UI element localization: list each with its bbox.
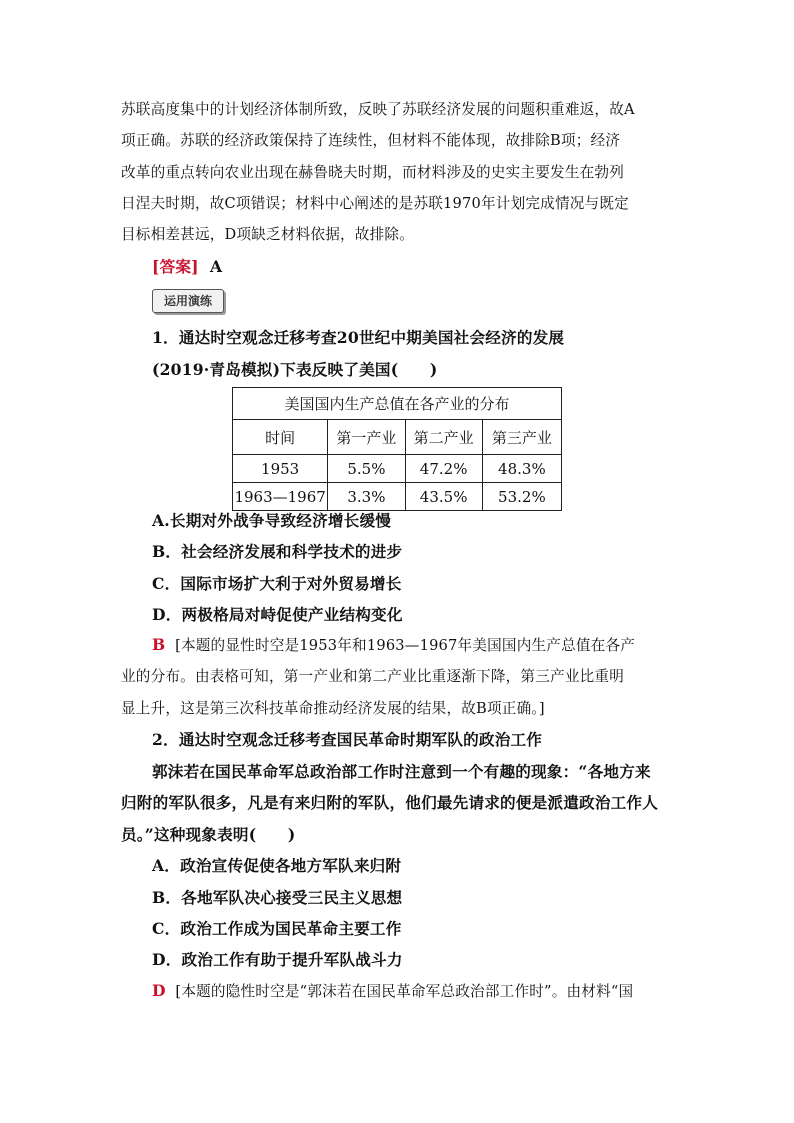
q2-stem-line: 归附的军队很多，凡是有来归附的军队，他们最先请求的便是派遣政治工作人 (121, 793, 658, 812)
q1-option: A.长期对外战争导致经济增长缓慢 (152, 511, 392, 530)
table-cell: 53.2% (482, 483, 561, 511)
q2-stem-line: 郭沫若在国民革命军总政治部工作时注意到一个有趣的现象：“各地方来 (152, 762, 651, 781)
q1-option: C．国际市场扩大利于对外贸易增长 (152, 574, 402, 593)
table-header-cell: 时间 (233, 420, 328, 455)
q1-option: B．社会经济发展和科学技术的进步 (152, 542, 403, 561)
explanation-line: 苏联高度集中的计划经济体制所致，反映了苏联经济发展的问题积重难返，故A (121, 101, 635, 118)
q2-title: 2．通达时空观念迁移考查国民革命时期军队的政治工作 (152, 730, 543, 749)
answer-value: A (210, 257, 223, 276)
table-caption: 美国国内生产总值在各产业的分布 (233, 388, 562, 420)
q2-explanation-first (152, 980, 633, 1001)
table-cell: 1953 (233, 455, 328, 483)
explanation-line: 改革的重点转向农业出现在赫鲁晓夫时期，而材料涉及的史实主要发生在勃列 (121, 164, 624, 181)
table-cell: 1963—1967 (233, 483, 328, 511)
table-row (233, 455, 562, 483)
q2-explanation-line: [本题的隐性时空是“郭沫若在国民革命军总政治部工作时”。由材料“国 (175, 983, 634, 1000)
q1-option: D．两极格局对峙促使产业结构变化 (152, 605, 403, 624)
q2-option: C．政治工作成为国民革命主要工作 (152, 919, 402, 938)
q2-option: A．政治宣传促使各地方军队来归附 (152, 856, 402, 875)
table-cell: 3.3% (328, 483, 405, 511)
table-header-cell: 第一产业 (328, 420, 405, 455)
answer-tag: [答案] (152, 257, 199, 276)
q2-answer-letter: D (152, 981, 166, 1000)
table-cell: 5.5% (328, 455, 405, 483)
q2-option: D．政治工作有助于提升军队战斗力 (152, 950, 403, 969)
q1-title: 1．通达时空观念迁移考查20世纪中期美国社会经济的发展 (152, 328, 565, 347)
gdp-distribution-table (232, 387, 562, 511)
table-cell: 43.5% (405, 483, 482, 511)
table-header-cell: 第三产业 (482, 420, 561, 455)
answer-row (152, 255, 222, 277)
q1-explanation-line: [本题的显性时空是1953年和1963—1967年美国国内生产总值在各产 (175, 637, 636, 654)
q2-option: B．各地军队决心接受三民主义思想 (152, 888, 403, 907)
q1-explanation-first (152, 634, 635, 655)
table-header-cell: 第二产业 (405, 420, 482, 455)
table-header-row (233, 420, 562, 455)
explanation-line: 日涅夫时期，故C项错误；材料中心阐述的是苏联1970年计划完成情况与既定 (121, 195, 629, 212)
practice-badge: 运用演练 (152, 289, 224, 313)
explanation-line: 目标相差甚远，D项缺乏材料依据，故排除。 (121, 226, 414, 243)
q1-explanation-line: 业的分布。由表格可知，第一产业和第二产业比重逐渐下降，第三产业比重明 (121, 668, 624, 685)
table-cell: 48.3% (482, 455, 561, 483)
q1-explanation-line: 显上升，这是第三次科技革命推动经济发展的结果，故B项正确。] (121, 700, 545, 717)
table-cell: 47.2% (405, 455, 482, 483)
q1-stem: (2019·青岛模拟)下表反映了美国( ) (152, 360, 438, 379)
table-row (233, 483, 562, 511)
explanation-line: 项正确。苏联的经济政策保持了连续性，但材料不能体现，故排除B项；经济 (121, 132, 621, 149)
q1-answer-letter: B (152, 635, 166, 654)
q2-stem-line: 员。”这种现象表明( ) (121, 825, 296, 844)
